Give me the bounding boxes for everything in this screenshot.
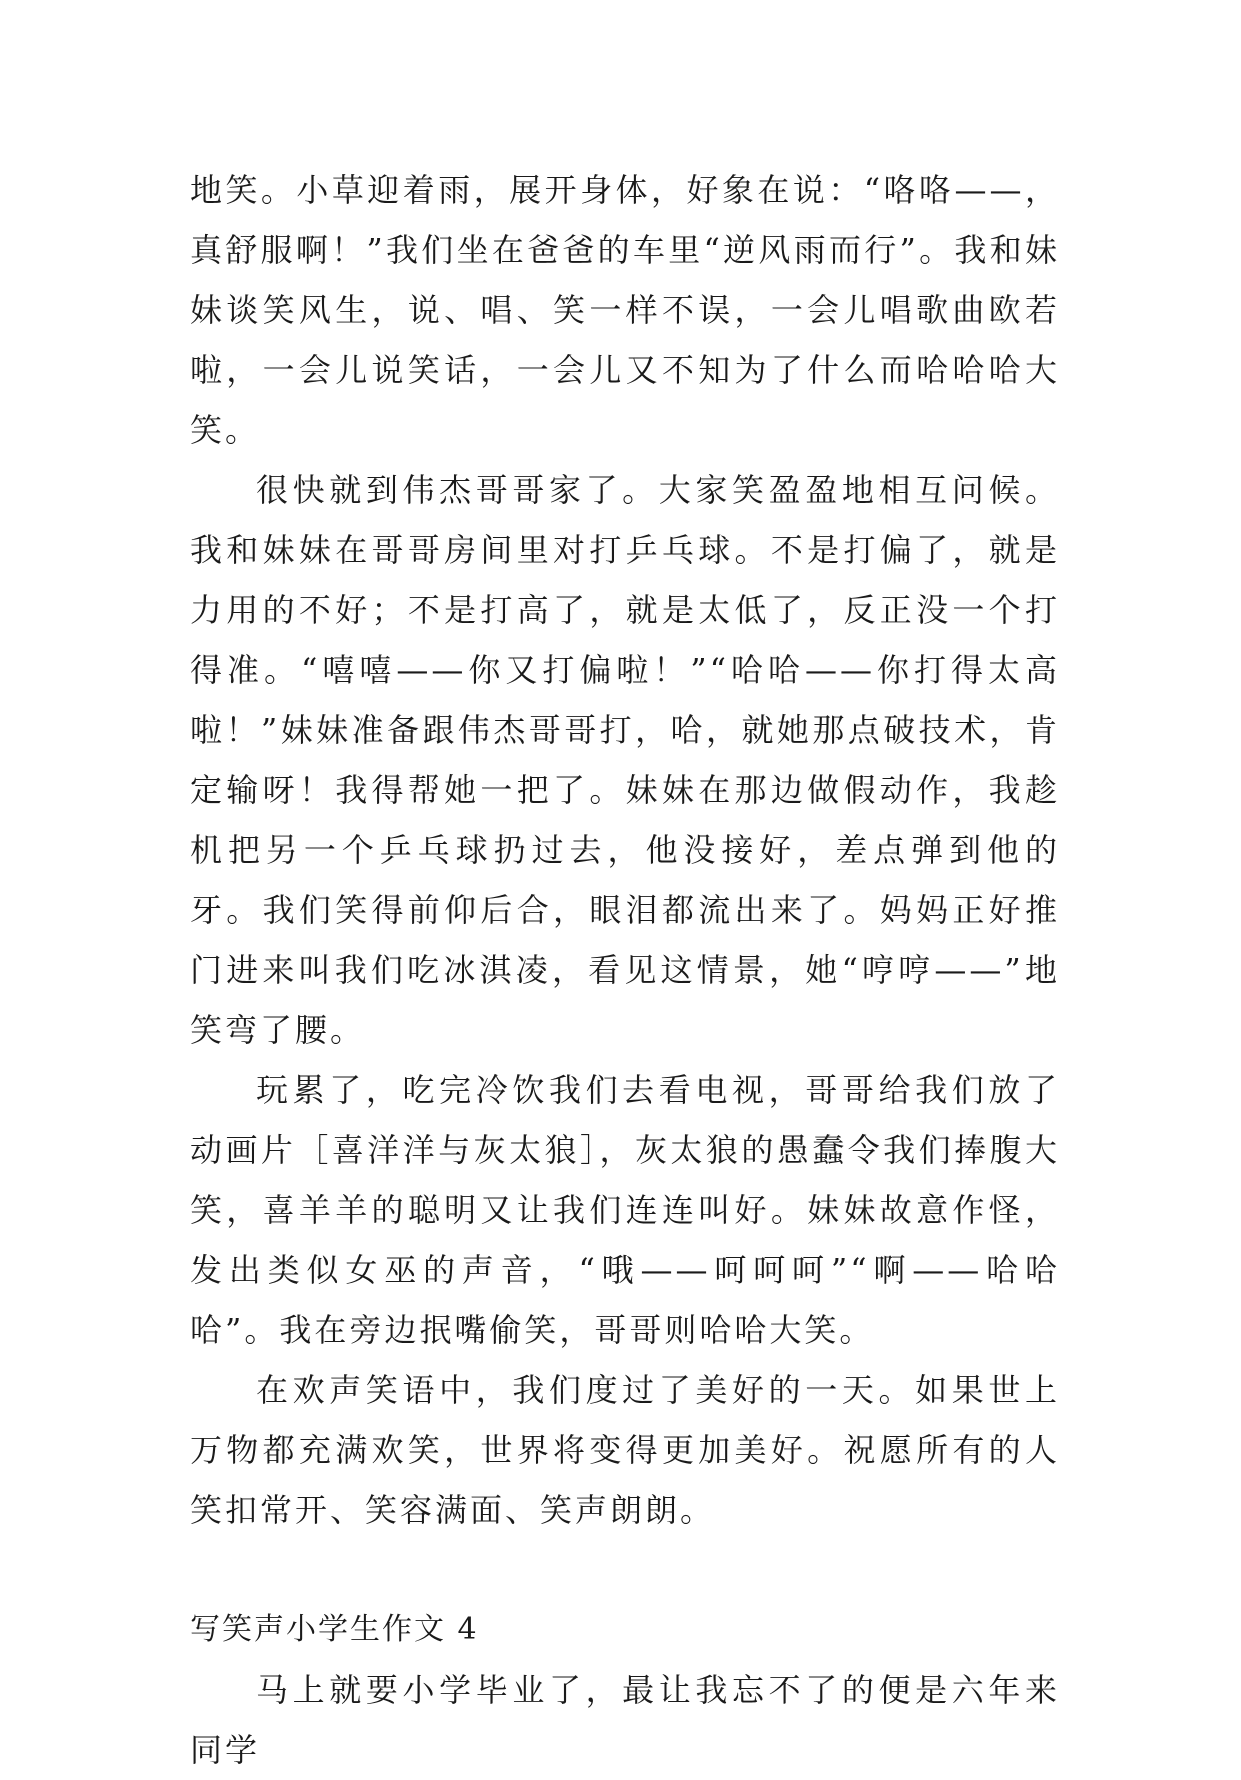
paragraph: 马上就要小学毕业了，最让我忘不了的便是六年来同学 [190, 1671, 1060, 1769]
paragraph: 很快就到伟杰哥哥家了。大家笑盈盈地相互问候。我和妹妹在哥哥房间里对打乒乓球。不是打偏了，就是力用的不好；不是打高了，就是太低了，反正没一个打得准。“嘻嘻——你又打偏啦！”“哈哈——你打得太高啦！”妹妹准备跟伟杰哥哥打，哈，就她那点破技术，肯定输呀！我得帮她一把了。妹妹在那边做假动作，我趁机把另一个乒乓球扔过去，他没接好，差点弹到他的牙。我们笑得前仰后合，眼泪都流出来了。妈妈正好推门进来叫我们吃冰淇凌，看见这情景，她“哼哼——”地笑弯了腰。 [190, 471, 1060, 1049]
paragraph: 玩累了，吃完冷饮我们去看电视，哥哥给我们放了动画片［喜洋洋与灰太狼］，灰太狼的愚蠢令我们捧腹大笑，喜羊羊的聪明又让我们连连叫好。妹妹故意作怪，发出类似女巫的声音，“哦——呵呵呵”“啊——哈哈哈”。我在旁边抿嘴偷笑，哥哥则哈哈大笑。 [190, 1071, 1060, 1349]
paragraph: 在欢声笑语中，我们度过了美好的一天。如果世上万物都充满欢笑，世界将变得更加美好。祝愿所有的人笑扣常开、笑容满面、笑声朗朗。 [190, 1371, 1060, 1529]
document-body [190, 160, 1060, 1780]
section-heading: 写笑声小学生作文 4 [190, 1612, 479, 1647]
paragraph-continuation: 地笑。小草迎着雨，展开身体，好象在说：“咯咯——，真舒服啊！”我们坐在爸爸的车里“逆风雨而行”。我和妹妹谈笑风生，说、唱、笑一样不误，一会儿唱歌曲欧若啦，一会儿说笑话，一会儿又不知为了什么而哈哈哈大笑。 [190, 171, 1060, 449]
